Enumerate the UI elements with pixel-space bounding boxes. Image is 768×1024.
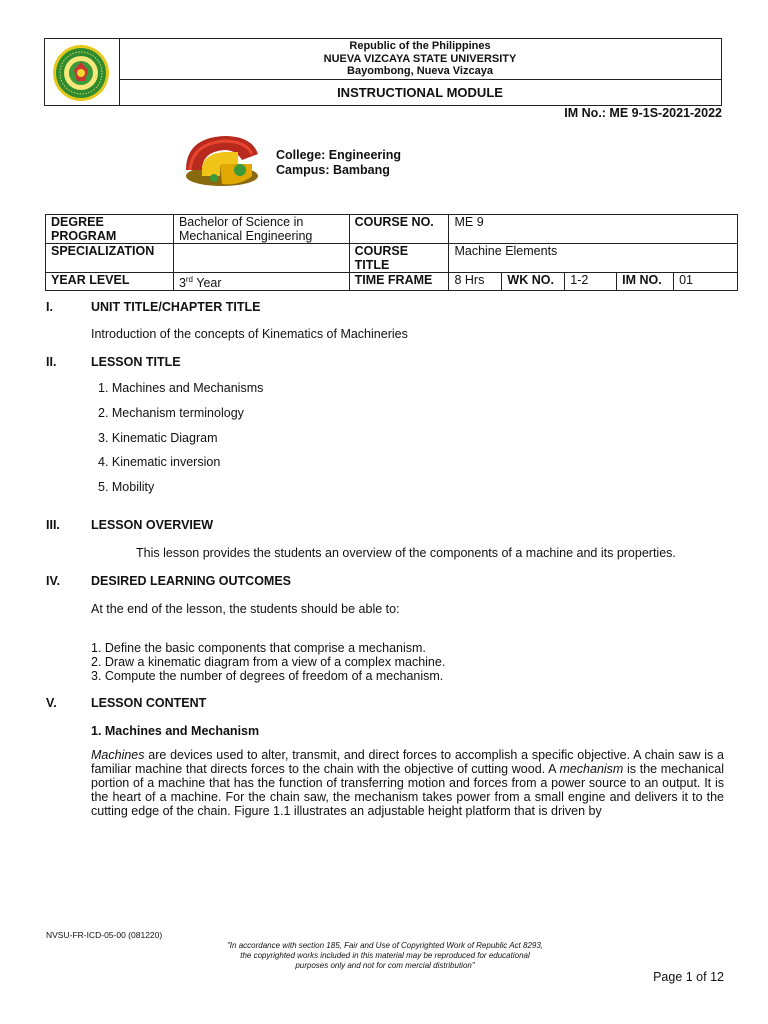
im-number: IM No.: ME 9-1S-2021-2022 xyxy=(564,106,722,120)
im-no-label: IM NO. xyxy=(617,273,674,291)
course-no-label: COURSE NO. xyxy=(349,215,449,244)
header-box xyxy=(44,38,722,106)
time-frame-label: TIME FRAME xyxy=(349,273,449,291)
section-5-number: V. xyxy=(46,696,57,710)
copyright-line-3: purposes only and not for com mercial distribution" xyxy=(295,961,475,970)
list-item: 1. Machines and Mechanisms xyxy=(98,381,264,395)
section-4-number: IV. xyxy=(46,574,61,588)
list-item: 2. Mechanism terminology xyxy=(98,406,244,420)
college-engineering-logo xyxy=(180,130,266,192)
college-campus-block xyxy=(276,148,401,178)
section-4-title: DESIRED LEARNING OUTCOMES xyxy=(91,574,292,588)
section-1-title: UNIT TITLE/CHAPTER TITLE xyxy=(91,300,261,314)
section-2-number: II. xyxy=(46,355,57,369)
section-1-text: Introduction of the concepts of Kinematics of Machineries xyxy=(91,327,408,341)
wk-no-label: WK NO. xyxy=(502,273,565,291)
university-name: NUEVA VIZCAYA STATE UNIVERSITY xyxy=(323,52,517,65)
section-1-number: I. xyxy=(46,300,53,314)
document-title: INSTRUCTIONAL MODULE xyxy=(337,85,503,100)
section-2-title: LESSON TITLE xyxy=(91,355,181,369)
specialization-label: SPECIALIZATION xyxy=(46,244,174,273)
section-4-intro: At the end of the lesson, the students should be able to: xyxy=(91,602,400,616)
section-5-subheading: 1. Machines and Mechanism xyxy=(91,724,260,738)
list-item: 3. Kinematic Diagram xyxy=(98,431,218,445)
time-frame-value: 8 Hrs xyxy=(449,273,502,291)
college-line: College: Engineering xyxy=(276,148,402,162)
page-number: Page 1 of 12 xyxy=(653,970,724,984)
university-seal-logo xyxy=(52,44,110,102)
content-part-1: are devices used to alter, transmit, and direct forces to accomplish a specific objective. A chain saw is a familiar machine that directs forces to the chain with the objective of cutting wood. A xyxy=(91,748,724,776)
university-address: Bayombong, Nueva Vizcaya xyxy=(347,65,493,77)
wk-no-value: 1-2 xyxy=(565,273,617,291)
header-text-cell xyxy=(119,39,721,80)
section-3-text: This lesson provides the students an overview of the components of a machine and its properties. xyxy=(136,546,676,560)
table-row xyxy=(46,273,738,291)
course-title-value: Machine Elements xyxy=(449,244,738,273)
table-row xyxy=(46,215,738,244)
form-code: NVSU-FR-ICD-05-00 (081220) xyxy=(46,930,163,940)
year-level-value xyxy=(173,273,349,291)
university-seal-cell xyxy=(45,39,120,105)
mechanism-term: mechanism xyxy=(559,762,624,776)
year-level-number: 3 xyxy=(178,276,186,291)
course-no-value: ME 9 xyxy=(449,215,738,244)
course-title-label: COURSE TITLE xyxy=(349,244,449,273)
copyright-notice xyxy=(150,941,620,971)
lesson-content-paragraph xyxy=(91,748,724,818)
machines-term: Machines xyxy=(91,748,145,762)
year-level-label: YEAR LEVEL xyxy=(46,273,174,291)
content-part-2: is the mechanical portion of a machine that has the function of transferring motion and forces from a power source to an output. It is the heart of a machine. For the chain saw, the mechanism takes power from a small engine and delivers it to the cutting edge of the chain. Figure 1.1 illustrates an adjustable height platform that is driven by xyxy=(91,762,724,818)
copyright-line-1: "In accordance with section 185, Fair and Use of Copyrighted Work of Republic Act 8293, xyxy=(226,941,544,950)
list-item: 4. Kinematic inversion xyxy=(98,455,221,469)
table-row xyxy=(46,244,738,273)
section-3-number: III. xyxy=(46,518,60,532)
section-3-title: LESSON OVERVIEW xyxy=(91,518,214,532)
year-level-ordinal: rd xyxy=(185,275,194,284)
list-item: 5. Mobility xyxy=(98,480,155,494)
section-5-title: LESSON CONTENT xyxy=(91,696,207,710)
specialization-value xyxy=(173,244,349,273)
im-no-value: 01 xyxy=(674,273,738,291)
list-item: 2. Draw a kinematic diagram from a view of a complex machine. xyxy=(91,655,446,669)
degree-program-value: Bachelor of Science in Mechanical Engineering xyxy=(173,215,349,244)
list-item: 1. Define the basic components that comprise a mechanism. xyxy=(91,641,426,655)
copyright-line-2: the copyrighted works included in this material may be reproduced for educational xyxy=(240,951,530,960)
course-info-table xyxy=(45,214,738,291)
list-item: 3. Compute the number of degrees of freedom of a mechanism. xyxy=(91,669,444,683)
republic-line: Republic of the Philippines xyxy=(349,40,491,52)
degree-program-label: DEGREE PROGRAM xyxy=(46,215,174,244)
campus-line: Campus: Bambang xyxy=(276,163,390,177)
year-level-word: Year xyxy=(193,276,222,291)
